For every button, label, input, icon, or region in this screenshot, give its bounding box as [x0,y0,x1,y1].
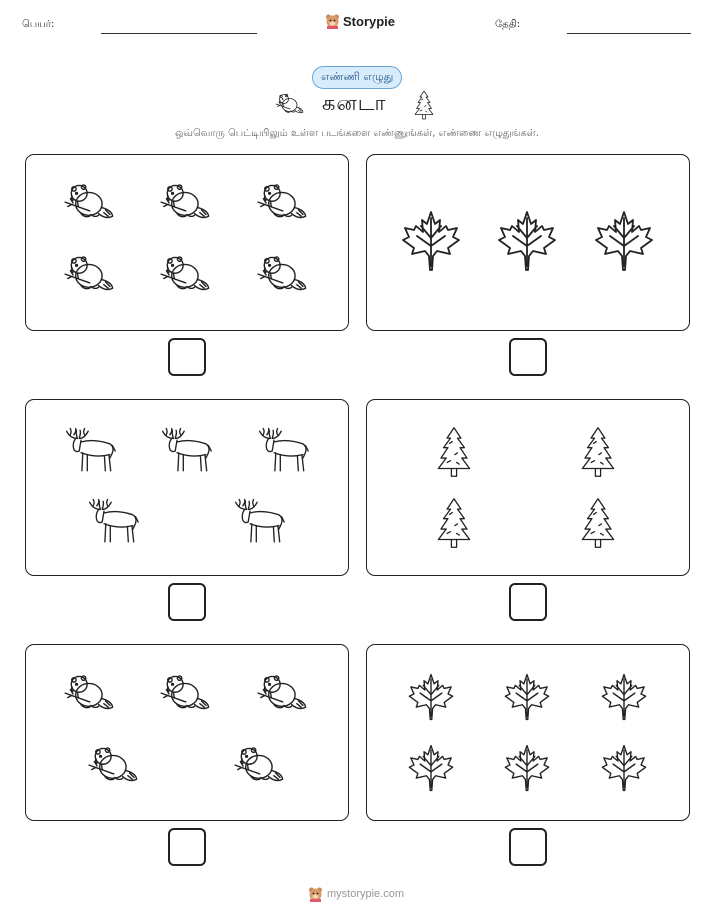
counting-panel-5 [25,644,349,821]
instructions: ஒவ்வொரு பெட்டியிலும் உள்ள படங்களை எண்ணுங்கள், எண்ணை எழுதுங்கள். [175,128,539,139]
counting-panel-6 [366,644,690,821]
maple-leaf-icon [407,673,455,721]
storypie-bear-icon [325,13,340,29]
footer-url[interactable]: mystorypie.com [327,888,405,900]
answer-box-3[interactable] [168,583,206,621]
maple-leaf-icon [593,210,655,272]
answer-box-2[interactable] [509,338,547,376]
moose-icon [232,498,286,546]
beaver-icon [274,92,304,117]
counting-panel-1 [25,154,349,331]
beaver-icon [61,672,115,716]
beaver-icon [254,672,308,716]
counting-panel-4 [366,399,690,576]
date-field[interactable] [567,33,691,34]
moose-icon [63,427,117,475]
beaver-icon [254,181,308,225]
date-label: தேதி: [495,19,521,30]
page-title: கனடா [322,91,387,115]
beaver-icon [61,253,115,297]
maple-leaf-icon [400,210,462,272]
maple-leaf-icon [496,210,558,272]
moose-icon [256,427,310,475]
moose-icon [86,498,140,546]
counting-panel-2 [366,154,690,331]
name-label: பெயர்: [22,19,55,30]
maple-leaf-icon [503,673,551,721]
moose-icon [159,427,213,475]
maple-leaf-icon [600,673,648,721]
brand-name: Storypie [343,13,396,29]
footer [308,886,404,902]
beaver-icon [254,253,308,297]
pine-tree-icon [436,426,472,478]
pine-tree-icon [436,497,472,549]
counting-panel-3 [25,399,349,576]
name-field[interactable] [101,33,257,34]
pine-tree-icon [580,497,616,549]
beaver-icon [157,253,211,297]
answer-box-5[interactable] [168,828,206,866]
beaver-icon [157,181,211,225]
answer-box-1[interactable] [168,338,206,376]
beaver-icon [85,744,139,788]
beaver-icon [157,672,211,716]
answer-box-4[interactable] [509,583,547,621]
maple-leaf-icon [600,744,648,792]
maple-leaf-icon [407,744,455,792]
pine-tree-icon [580,426,616,478]
pine-tree-icon [414,90,434,120]
beaver-icon [61,181,115,225]
beaver-icon [231,744,285,788]
answer-box-6[interactable] [509,828,547,866]
activity-badge: எண்ணி எழுது [312,66,402,89]
brand-logo [325,13,395,29]
storypie-bear-icon [308,886,323,902]
maple-leaf-icon [503,744,551,792]
